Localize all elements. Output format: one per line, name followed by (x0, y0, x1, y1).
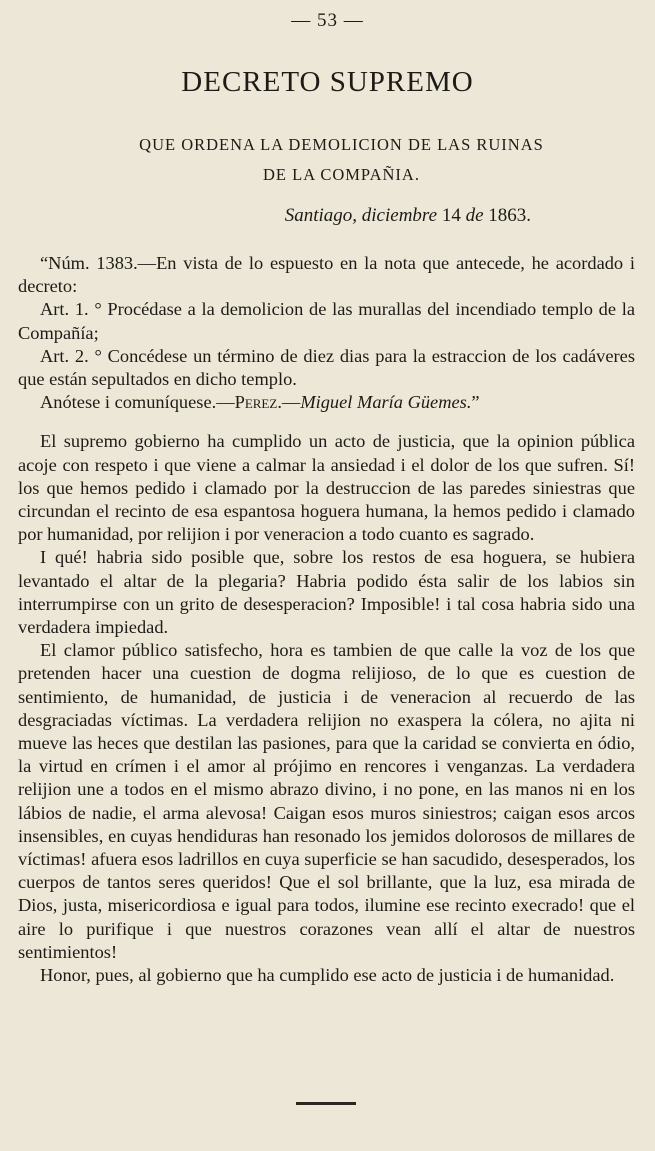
decree-intro: “Núm. 1383.—En vista de lo espuesto en la nota que antecede, he acordado i decreto: (18, 253, 635, 297)
dateline (285, 205, 531, 227)
paragraph-4: Honor, pues, al gobierno que ha cumplido ese acto de justicia i de humanidad. (40, 965, 615, 986)
dateline-place: Santiago, (284, 205, 358, 226)
end-rule (296, 1102, 356, 1105)
subtitle-line-2: DE LA COMPAÑIA. (263, 165, 420, 184)
dateline-day: 14 (441, 205, 461, 226)
page-title: DECRETO SUPREMO (181, 66, 474, 98)
signature-name: Miguel María Güemes. (300, 392, 472, 413)
paragraph-1: El supremo gobierno ha cumplido un acto de justicia, que la opinion pública acoje con respeto i que viene a calmar la ansiedad i el dolor de los que sufren. Sí! los que hemos pedido i clamado por la destruccion de las paredes siniestras que circundan el recinto de esa espantosa hoguera humana, la hemos pedido i clamado por humanidad, por relijion i por veneracion a todo cuanto es sagrado. (18, 431, 635, 545)
decree-closing (18, 391, 635, 414)
dateline-de: de (465, 205, 484, 226)
subtitle (0, 130, 655, 190)
paragraph-3: El clamor público satisfecho, hora es tambien de que calle la voz de los que pretenden hacer una cuestion de dogma relijioso, de lo que es cuestion de sentimiento, de humanidad, de justicia i de veneracion al recuerdo de las desgraciadas víctimas. La verdadera relijion no exaspera la cólera, no ajita ni mueve las heces que destilan las pasiones, para que la caridad se convierta en ódio, la virtud en crímen i el amor al prójimo en rencores i venganzas. La verdadera relijion une a todos en el mismo abrazo divino, i no pone, en las manos ni en los lábios de nadie, el arma alevosa! Caigan esos muros siniestros; caigan esos arcos insensibles, en cuyas hendiduras han resonado los jemidos dolorosos de millares de víctimas! afuera esos ladrillos en cuya superficie se han sacudido, desesperados, los cuerpos de tantos seres queridos! Que el sol brillante, que la luz, esa mirada de Dios, justa, misericordiosa e igual para todos, ilumine ese recinto execrado! que el aire lo purifique i que nuestros corazones vean allí el altar de nuestros sentimientos! (18, 640, 635, 962)
dateline-month: diciembre (361, 205, 438, 226)
decree-closing-text: Anótese i comuníquese.— (40, 392, 235, 413)
closing-quote: ” (471, 392, 480, 413)
page-number: — 53 — (291, 10, 364, 31)
paragraph-2: I qué! habria sido posible que, sobre los restos de esa hoguera, se hubiera levantado el altar de la plegaria? Habria podido ésta salir de los labios sin interrumpirse con un grito de desesperacion? Imposible! i tal cosa habria sido una verdadera impiedad. (18, 547, 635, 638)
dateline-year: 1863. (488, 205, 531, 226)
decree-article-2: Art. 2. ° Concédese un término de diez dias para la estraccion de los cadáveres que están sepultados en dicho templo. (18, 345, 635, 390)
section-gap (18, 414, 635, 430)
decree-article-1: Art. 1. ° Procédase a la demolicion de las murallas del incendiado templo de la Compañía; (18, 299, 635, 343)
body-text (18, 252, 635, 987)
closing-separator: — (281, 392, 301, 413)
subtitle-line-1: QUE ORDENA LA DEMOLICION DE LAS RUINAS (139, 135, 544, 154)
signatory-name: Perez. (234, 392, 282, 413)
